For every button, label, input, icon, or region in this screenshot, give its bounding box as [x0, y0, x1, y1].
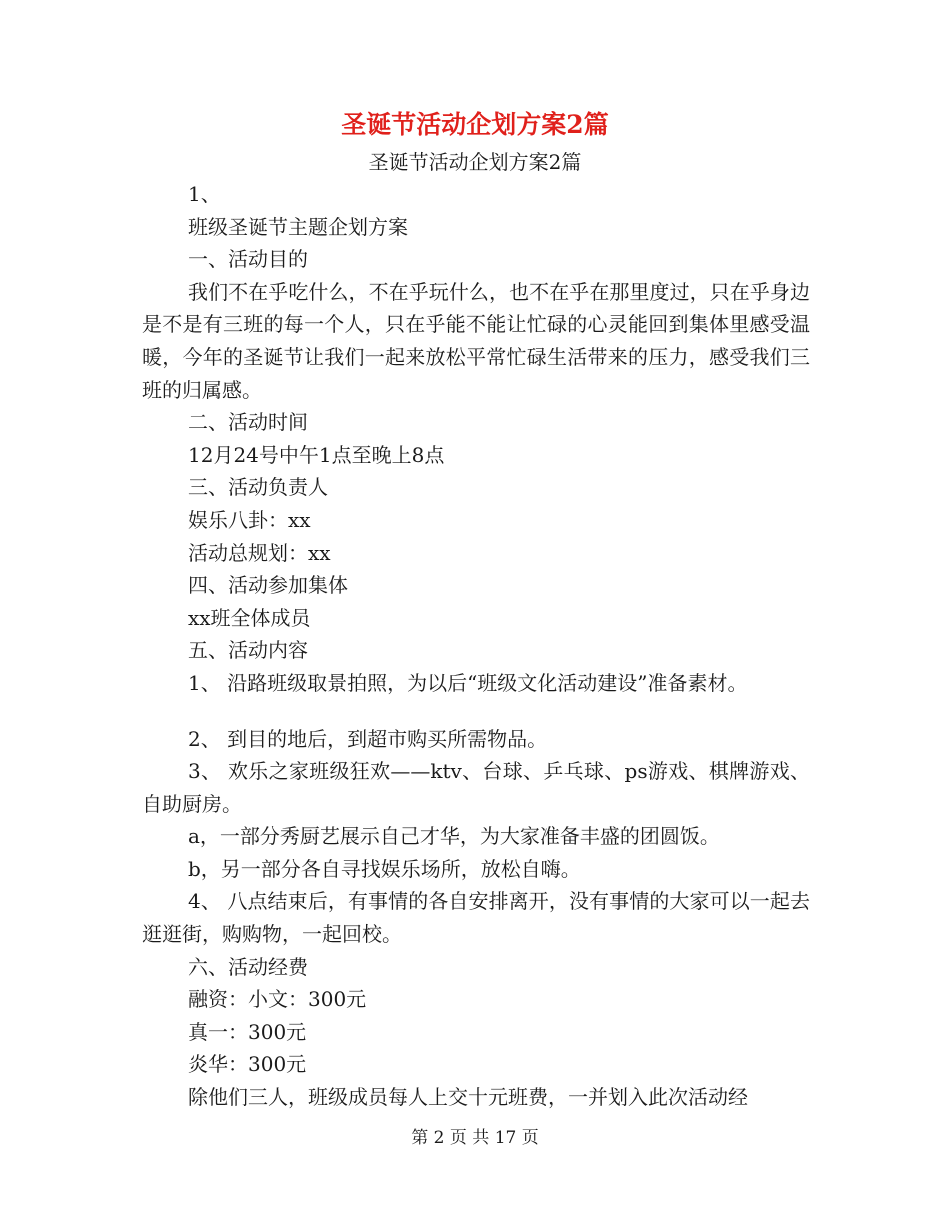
owner-entertainment: 娱乐八卦：xx — [188, 507, 311, 532]
budget-item-3: 炎华：300元 — [188, 1052, 307, 1077]
section-heading-budget: 六、活动经费 — [188, 954, 308, 979]
participants: xx班全体成员 — [188, 605, 311, 630]
plan-heading: 班级圣诞节主题企划方案 — [188, 214, 408, 239]
budget-item-1: 融资：小文：300元 — [188, 987, 367, 1012]
content-item-3: 3、 欢乐之家班级狂欢——ktv、台球、乒乓球、ps游戏、棋牌游戏、自助厨房。 — [142, 759, 810, 816]
activity-time: 12月24号中午1点至晚上8点 — [188, 442, 445, 467]
section-number: 1、 — [188, 182, 221, 206]
budget-item-2: 真一：300元 — [188, 1019, 307, 1044]
section-heading-participants: 四、活动参加集体 — [188, 573, 348, 598]
page-footer: 第 2 页 共 17 页 — [411, 1128, 539, 1148]
owner-planning: 活动总规划：xx — [188, 540, 331, 565]
section-heading-content: 五、活动内容 — [188, 638, 308, 663]
spacer — [142, 700, 810, 723]
content-item-b: b，另一部分各自寻找娱乐场所，放松自嗨。 — [188, 856, 581, 881]
content-item-a: a，一部分秀厨艺展示自己才华，为大家准备丰盛的团圆饭。 — [188, 824, 720, 849]
section-heading-purpose: 一、活动目的 — [188, 247, 308, 272]
content-item-4: 4、 八点结束后，有事情的各自安排离开，没有事情的大家可以一起去逛逛街，购购物，一起回校。 — [142, 889, 810, 947]
section-heading-owner: 三、活动负责人 — [188, 475, 328, 500]
paragraph-purpose: 我们不在乎吃什么，不在乎玩什么，也不在乎在那里度过，只在乎身边是不是有三班的每一个人，只在乎能不能让忙碌的心灵能回到集体里感受温暖，今年的圣诞节让我们一起来放松平常忙碌生活带来的压力，感受我们三班的归属感。 — [142, 279, 810, 402]
budget-note: 除他们三人，班级成员每人上交十元班费，一并划入此次活动经 — [188, 1085, 748, 1110]
content-item-1: 1、 沿路班级取景拍照，为以后“班级文化活动建设”准备素材。 — [188, 670, 748, 695]
document-title: 圣诞节活动企划方案2篇 — [341, 110, 609, 139]
document-subtitle: 圣诞节活动企划方案2篇 — [368, 150, 582, 174]
section-heading-time: 二、活动时间 — [188, 410, 308, 435]
content-item-2: 2、 到目的地后，到超市购买所需物品。 — [188, 726, 548, 751]
document-body — [142, 178, 810, 1114]
